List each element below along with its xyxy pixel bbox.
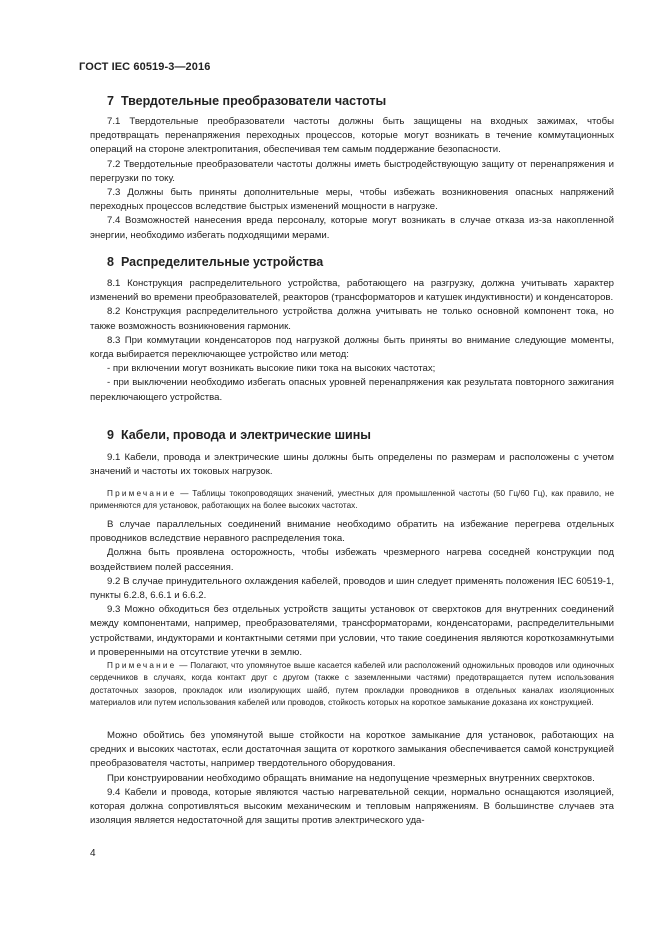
note-1 [90,488,614,513]
paragraph: Должна быть проявлена осторожность, чтобы избежать чрезмерного нагрева соседней конструкции под воздействием полей рассеяния. [90,547,614,573]
paragraph: 9.4 Кабели и провода, которые являются частью нагревательной секции, нормально оснащаются изоляцией, которая должна сопротивляться высоким механическим и тепловым напряжениям. В большинстве случаев эта изоляция является недостаточной для защиты против электрического уда- [90,786,614,827]
paragraph: В случае параллельных соединений внимание необходимо обратить на избежание перегрева отдельных проводников вследствие неравного распределения тока. [90,519,614,545]
page-number: 4 [90,848,96,859]
section-title: Распределительные устройства [120,255,324,269]
paragraph: При конструировании необходимо обращать внимание на недопущение чрезмерных внутренних сверхтоков. [107,772,595,784]
note-text: — Таблицы токопроводящих значений, уместных для промышленной частоты (50 Гц/60 Гц), как правило, не применяются для установок, работающих на более высоких частотах. [90,489,614,511]
note-label: Примечание [107,489,177,498]
section-title: Кабели, провода и электрические шины [120,428,371,442]
paragraph: 9.3 Можно обходиться без отдельных устройств защиты установок от сверхтоков для внутренних соединений между компонентами, например, преобразователями, трансформаторами, конденсаторами, распределительными устройствами, индукторами и контактными сетями при условии, что такие соединения являются короткозамкнутыми и проверенными на отсутствие утечки в землю. [90,604,614,658]
paragraph: 7.1 Твердотельные преобразователи частоты должны быть защищены на входных зажимах, чтобы предотвращать перенапряжения переходных процессов, которые могут возникать в течение коммутационных операций на стороне электропитания, обеспечивая тем самым поддержание безопасности. [90,116,614,156]
note-text: — Полагают, что упомянутое выше касается кабелей или расположений одножильных проводов или одиночных сердечников в случаях, когда контакт друг с другом (также с заземленными частями) предотвращается путем использования достаточных зазоров, прокладок или изолирующих шайб, путем прокладки проводников в отдельных каналах изоляционных материалов или путем использования кабелей или проводов, стойкость которых на короткое замыкание доказана их конструкцией. [90,661,614,708]
paragraph: 7.2 Твердотельные преобразователи частоты должны иметь быстродействующую защиту от перенапряжения и перегрузки по току. [90,158,614,184]
document-header: ГОСТ IEC 60519-3—2016 [79,61,211,73]
paragraph: 7.3 Должны быть приняты дополнительные меры, чтобы избежать возникновения опасных напряжений переходных процессов вследствие быстрых изменений мощности в нагрузке. [90,187,614,213]
section-7-heading [107,94,386,108]
note-2 [90,660,614,710]
paragraph: 9.1 Кабели, провода и электрические шины должны быть определены по размерам и расположены с учетом значений и частоты их токовых нагрузок. [90,452,614,478]
list-item: - при выключении необходимо избегать опасных уровней перенапряжения как результата повторного зажигания переключающего устройства. [90,377,614,403]
paragraph: 8.3 При коммутации конденсаторов под нагрузкой должны быть приняты во внимание следующие моменты, когда выбирается переключающее устройство или метод: [90,334,614,361]
section-9-heading [107,428,371,442]
paragraph: 7.4 Возможностей нанесения вреда персоналу, которые могут возникать в случае отказа из-за накопленной энергии, необходимо избегать подходящими мерами. [90,215,614,241]
paragraph: 8.2 Конструкция распределительного устройства должна учитывать не только основной компонент тока, но также возможность возникновения гармоник. [90,306,614,332]
section-9-body-2 [90,518,614,660]
list-item: - при включении могут возникать высокие пики тока на высоких частотах; [107,363,436,375]
section-8-heading [107,255,323,269]
note-label: Примечание [107,661,177,670]
section-number: 7 [107,94,114,108]
section-8-body [90,277,614,405]
paragraph: 8.1 Конструкция распределительного устройства, работающего на разгрузку, должна учитывать характер изменений во времени преобразователей, реакторов (трансформаторов и катушек индуктивности) и конденсаторов. [90,278,614,304]
paragraph: Можно обойтись без упомянутой выше стойкости на короткое замыкание для установок, работающих на средних и высоких частотах, если достаточная защита от короткого замыкания обеспечивается самой конструкцией преобразователя частоты, например твердотельного оборудования. [90,730,614,770]
section-7-body [90,115,614,243]
section-title: Твердотельные преобразователи частоты [120,94,387,108]
section-9-para-1 [90,451,614,479]
section-number: 8 [107,255,114,269]
paragraph: 9.2 В случае принудительного охлаждения кабелей, проводов и шин следует применять положения IEC 60519-1, пункты 6.2.8, 6.6.1 и 6.6.2. [90,575,614,602]
section-9-body-3 [90,729,614,828]
section-number: 9 [107,428,114,442]
